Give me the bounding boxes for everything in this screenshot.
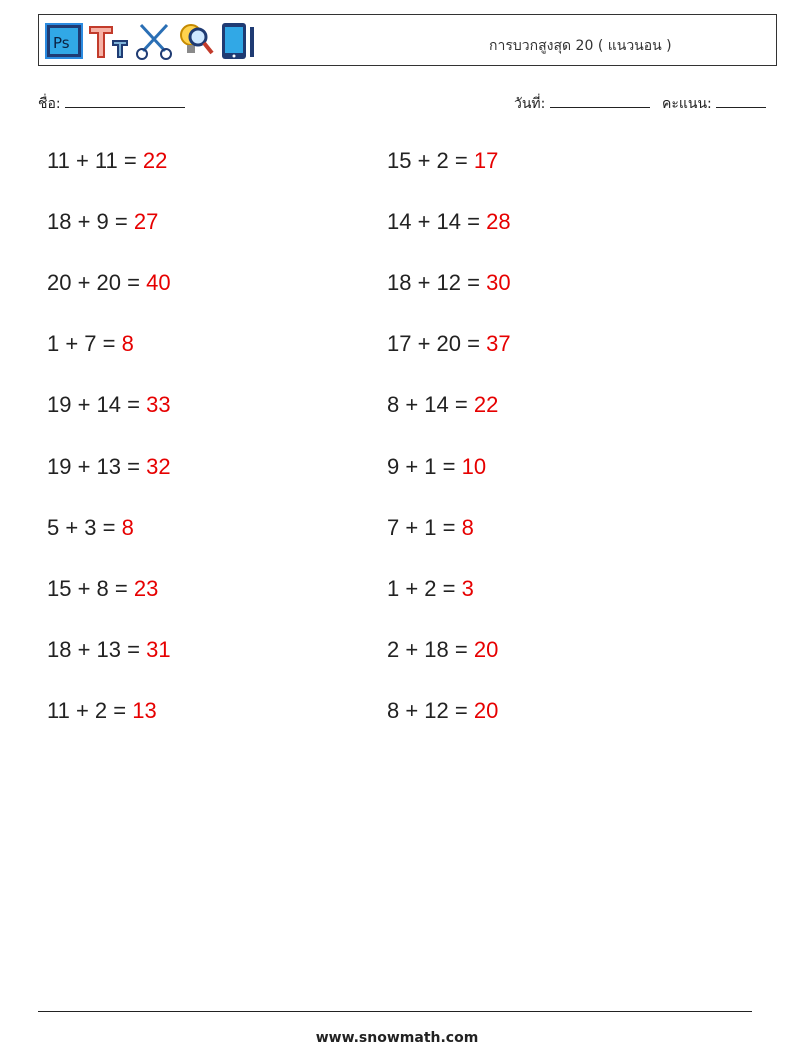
problem-question: 11 + 2 = [47, 698, 133, 723]
lightbulb-magnifier-icon [177, 21, 215, 61]
problem-answer: 40 [146, 270, 171, 295]
problem-answer: 8 [121, 331, 134, 356]
problem-question: 8 + 14 = [387, 392, 474, 417]
problem-answer: 31 [146, 637, 171, 662]
problem-right-8 [387, 576, 474, 602]
footer-url: www.snowmath.com [315, 1030, 479, 1046]
problem-left-8 [47, 576, 158, 602]
problem-question: 2 + 18 = [387, 637, 474, 662]
problem-answer: 33 [146, 392, 171, 417]
problem-left-7 [47, 515, 134, 541]
problem-answer: 22 [142, 148, 168, 173]
worksheet-title: การบวกสูงสุด 20 ( แนวนอน ) [489, 38, 672, 54]
problem-right-6 [387, 454, 486, 480]
problem-question: 18 + 12 = [387, 270, 487, 295]
tablet-pen-icon [219, 21, 257, 61]
problem-answer: 17 [473, 148, 499, 173]
icon-strip [45, 21, 257, 61]
problem-answer: 27 [133, 209, 159, 234]
problem-answer: 8 [461, 515, 474, 540]
problem-answer: 28 [486, 209, 511, 234]
problem-question: 18 + 13 = [47, 637, 147, 662]
problem-right-4 [387, 331, 511, 357]
problem-question: 15 + 8 = [47, 576, 134, 601]
problem-right-10 [387, 698, 498, 724]
date-label: วันที่: [514, 96, 546, 112]
problem-left-5 [47, 392, 171, 418]
problem-right-1 [387, 148, 498, 174]
problem-answer: 22 [473, 392, 499, 417]
worksheet-header [38, 14, 777, 66]
date-blank-line[interactable] [550, 93, 650, 108]
problem-answer: 20 [473, 698, 499, 723]
problem-question: 19 + 13 = [47, 454, 147, 479]
problem-left-6 [47, 454, 171, 480]
problem-answer: 10 [461, 454, 487, 479]
problem-question: 8 + 12 = [387, 698, 474, 723]
problem-right-2 [387, 209, 511, 235]
footer-divider [38, 1011, 752, 1012]
score-blank-line[interactable] [716, 93, 766, 108]
name-blank-line[interactable] [65, 93, 185, 108]
problem-question: 1 + 7 = [47, 331, 122, 356]
problem-answer: 37 [486, 331, 511, 356]
problem-answer: 3 [461, 576, 474, 601]
problem-question: 5 + 3 = [47, 515, 122, 540]
problem-left-1 [47, 148, 167, 174]
problem-question: 19 + 14 = [47, 392, 147, 417]
photoshop-icon [45, 21, 83, 61]
problem-answer: 13 [132, 698, 157, 723]
problem-answer: 23 [133, 576, 159, 601]
problem-question: 15 + 2 = [387, 148, 474, 173]
problem-right-5 [387, 392, 498, 418]
problem-right-3 [387, 270, 511, 296]
problem-answer: 30 [486, 270, 511, 295]
name-field [38, 93, 185, 115]
problem-question: 1 + 2 = [387, 576, 462, 601]
problem-left-3 [47, 270, 171, 296]
problem-question: 18 + 9 = [47, 209, 134, 234]
score-field [662, 93, 766, 115]
problem-question: 9 + 1 = [387, 454, 462, 479]
scissors-icon [135, 21, 173, 61]
date-field [514, 93, 650, 115]
svg-text:Ps: Ps [53, 34, 70, 52]
problem-answer: 32 [146, 454, 171, 479]
problem-right-7 [387, 515, 474, 541]
problem-question: 14 + 14 = [387, 209, 487, 234]
text-size-icon [87, 21, 131, 61]
problem-left-4 [47, 331, 134, 357]
problem-question: 17 + 20 = [387, 331, 487, 356]
problem-answer: 20 [473, 637, 499, 662]
problem-left-10 [47, 698, 157, 724]
name-label: ชื่อ: [38, 96, 61, 112]
problem-left-9 [47, 637, 171, 663]
problem-question: 20 + 20 = [47, 270, 147, 295]
problem-answer: 8 [121, 515, 134, 540]
score-label: คะแนน: [662, 96, 712, 112]
problem-question: 7 + 1 = [387, 515, 462, 540]
problem-right-9 [387, 637, 498, 663]
problem-left-2 [47, 209, 158, 235]
problem-question: 11 + 11 = [47, 148, 143, 173]
